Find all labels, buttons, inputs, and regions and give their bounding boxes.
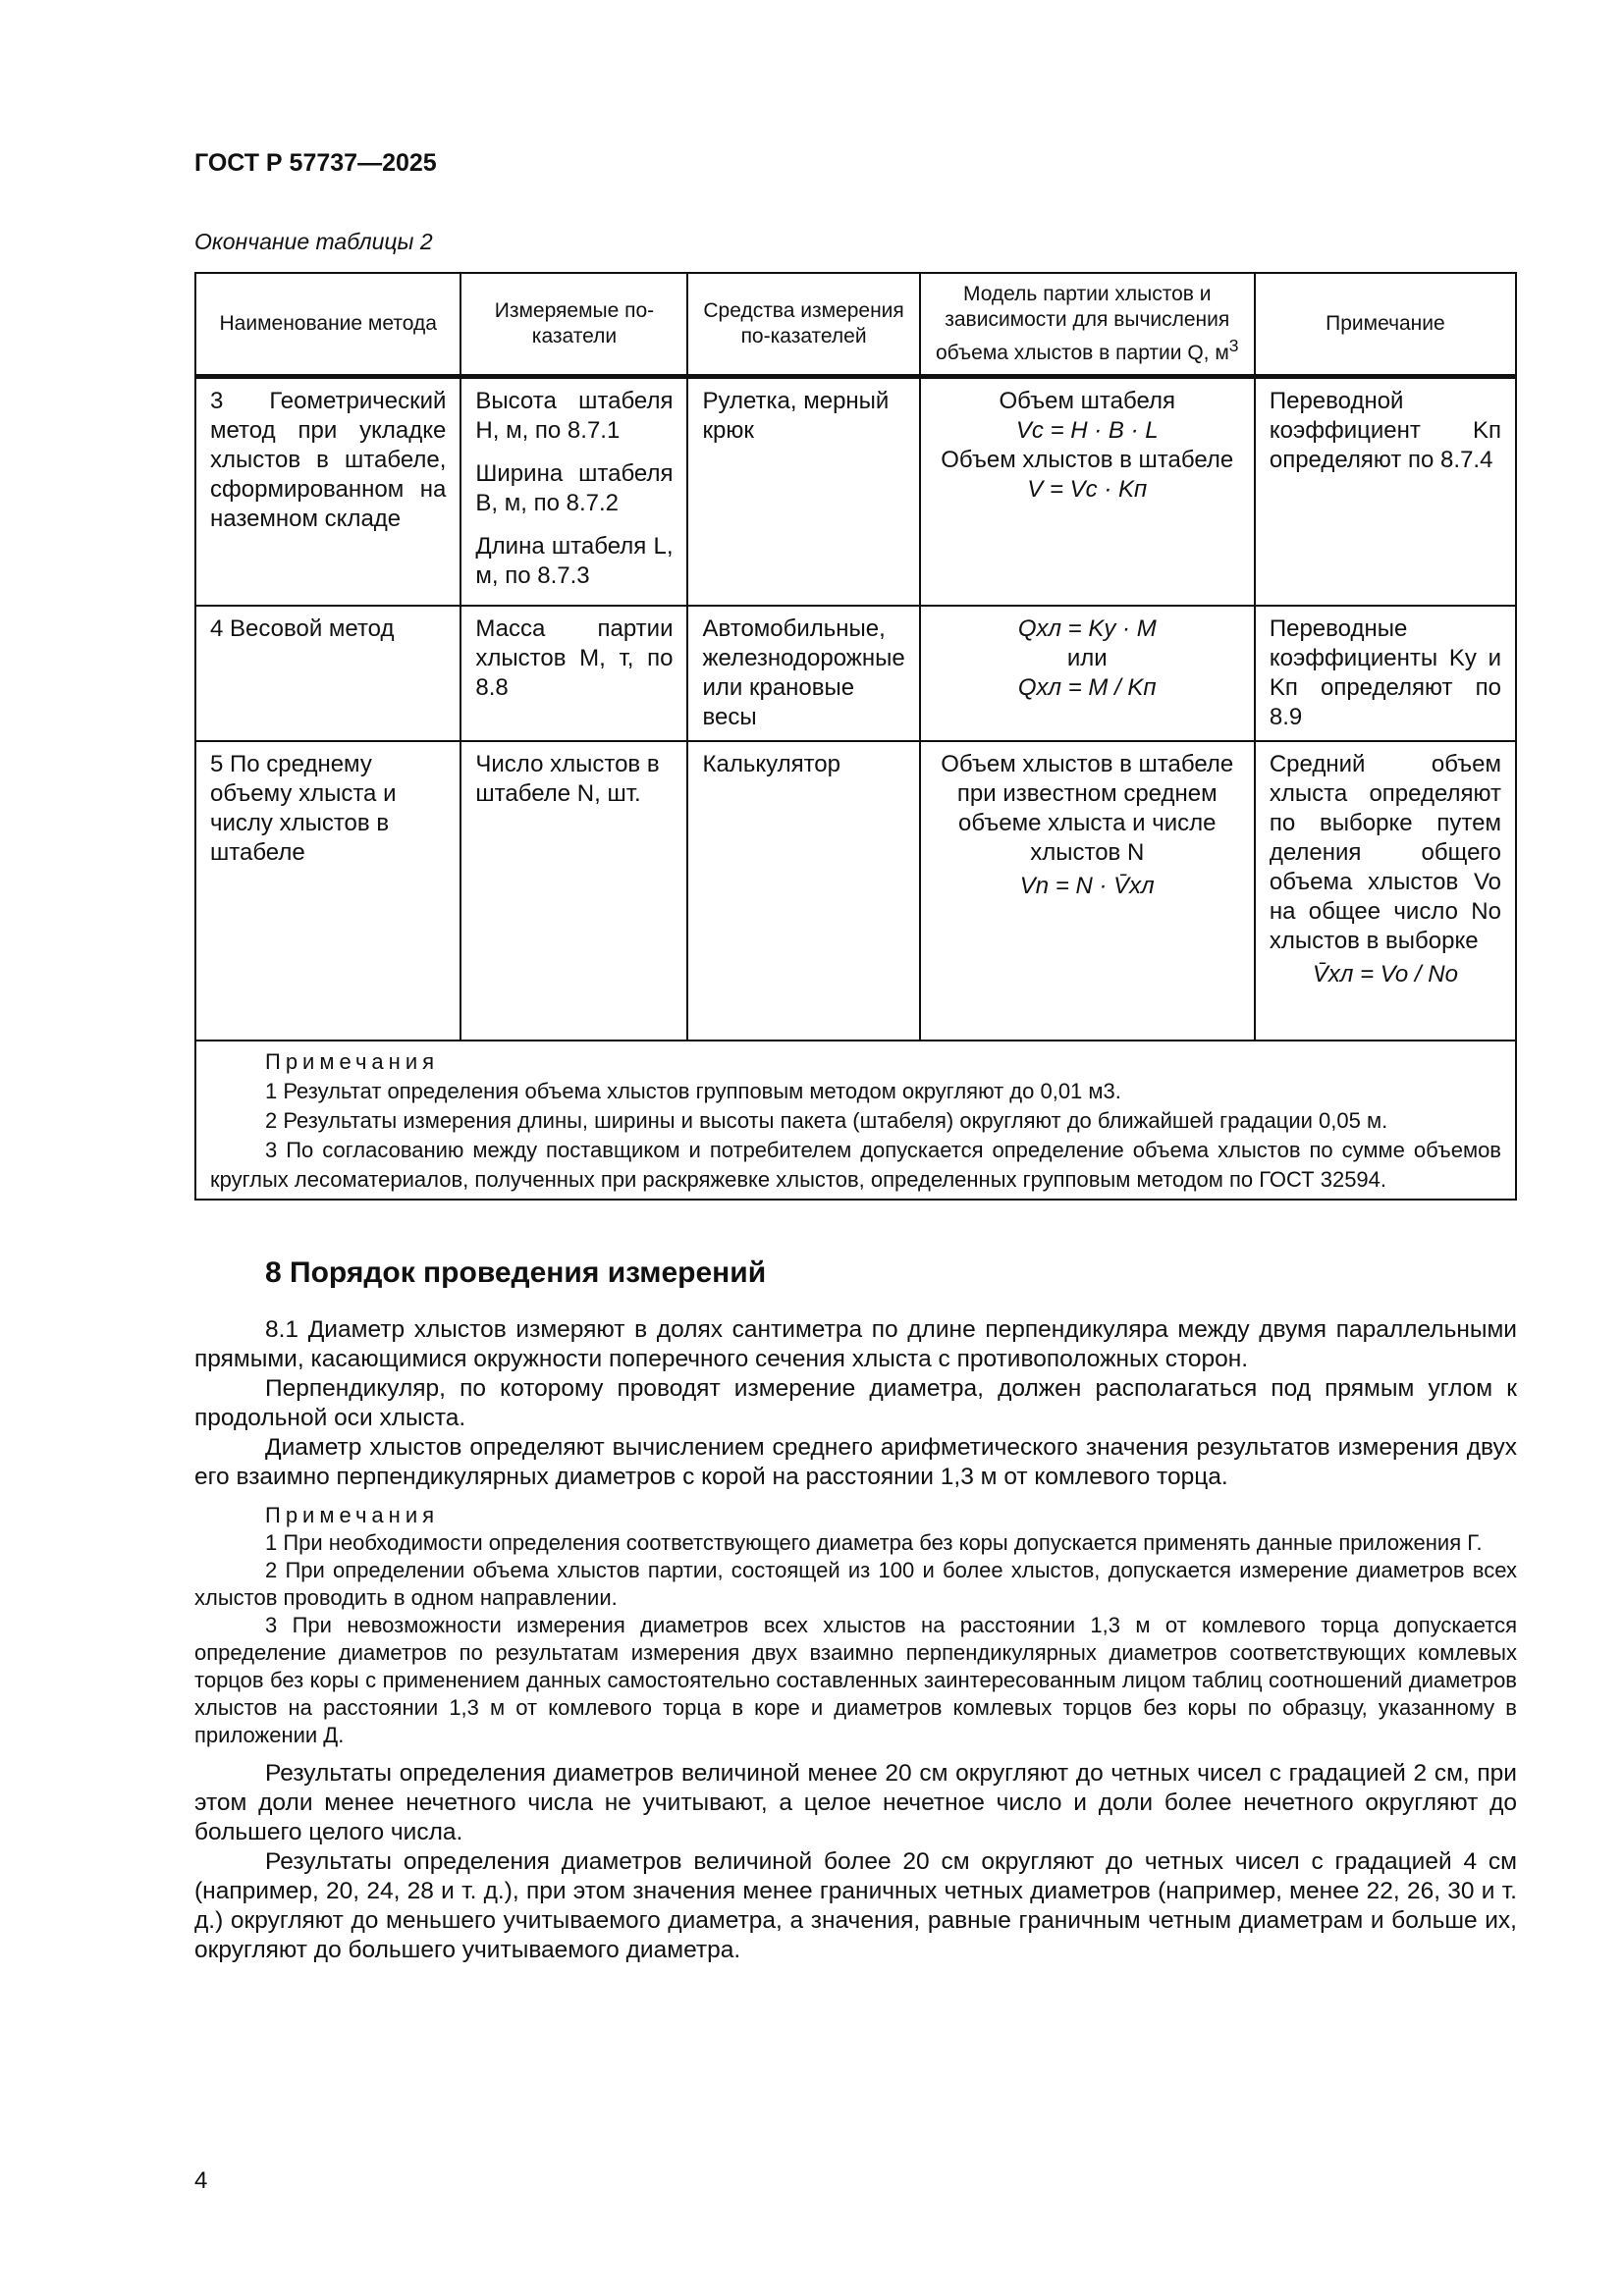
note-formula: V̄хл = Vo / No: [1312, 960, 1458, 988]
section-heading: 8 Порядок проведения измерений: [265, 1256, 767, 1289]
header-tools: Средства измерения по-казателей: [687, 273, 919, 377]
table-note: 2 Результаты измерения длины, ширины и высоты пакета (штабеля) округляют до ближайшей градации 0,05 м.: [265, 1107, 1388, 1133]
paragraph: Диаметр хлыстов определяют вычислением среднего арифметического значения результатов измерения двух его взаимно перпендикулярных диаметров с корой на расстоянии 1,3 м от комлевого торца.: [194, 1434, 1517, 1490]
model-formula: Qхл = Ky · M: [1017, 614, 1157, 642]
model-cell: [920, 377, 1255, 606]
paragraph: Результаты определения диаметров величиной более 20 см округляют до четных чисел с градацией 4 см (например, 20, 24, 28 и т. д.), при этом значения менее граничных четных диаметров (например, менее 22, 26, 30 и т. д.) округляют до меньшего учитываемого диаметра, а значения, равные граничным четным диаметрам и больше их, округляют до большего учитываемого диаметра.: [194, 1848, 1517, 1963]
header-model-sup: 3: [1228, 336, 1239, 355]
model-formula: V = Vc · Kп: [1027, 476, 1148, 503]
tools-cell: Калькулятор: [687, 741, 919, 1041]
indicator: Высота штабеля H, м, по 8.7.1: [475, 388, 674, 444]
model-line: Объем хлыстов в штабеле при известном среднем объеме хлыста и числе хлыстов N: [941, 750, 1234, 866]
model-cell: [920, 741, 1255, 1041]
header-method: Наименование метода: [195, 273, 460, 377]
notes-title: Примечания: [265, 1503, 440, 1527]
table-row: [195, 606, 1516, 741]
table-notes-title: Примечания: [265, 1048, 440, 1074]
model-formula: Qхл = M / Kп: [1017, 673, 1157, 701]
header-model-text: Модель партии хлыстов и зависимости для вычисления объема хлыстов в партии Q, м: [936, 283, 1230, 364]
method-cell: 3 Геометрический метод при укладке хлыстов в штабеле, сформированном на наземном складе: [195, 377, 460, 606]
methods-table: [194, 272, 1517, 1201]
table-row: [195, 377, 1516, 606]
method-cell: 5 По среднему объему хлыста и числу хлыстов в штабеле: [195, 741, 460, 1041]
tools-cell: Рулетка, мерный крюк: [687, 377, 919, 606]
model-formula: Vn = N · V̄хл: [1019, 872, 1155, 899]
header-note: Примечание: [1255, 273, 1516, 377]
note-cell: [1255, 741, 1516, 1041]
indicators-cell: [460, 377, 687, 606]
indicator: Ширина штабеля B, м, по 8.7.2: [475, 460, 674, 516]
indicator: Длина штабеля L, м, по 8.7.3: [475, 533, 674, 589]
page-number: 4: [194, 2167, 208, 2194]
table-row: [195, 741, 1516, 1041]
paragraph: Перпендикуляр, по которому проводят измерение диаметра, должен располагаться под прямым углом к продольной оси хлыста.: [194, 1375, 1517, 1431]
document-id-header: ГОСТ Р 57737—2025: [194, 149, 437, 177]
model-line: Объем штабеля: [999, 388, 1175, 414]
note: 3 При невозможности измерения диаметров всех хлыстов на расстоянии 1,3 м от комлевого торца допускается определение диаметров по результатам измерения двух взаимно перпендикулярных диаметров соответствующих комлевых торцов без коры с применением данных самостоятельно составленных заинтересованным лицом таблиц соотношений диаметров хлыстов на расстоянии 1,3 м от комлевого торца в коре и диаметров комлевых торцов без коры по образцу, указанному в приложении Д.: [194, 1613, 1517, 1747]
header-model: [920, 273, 1255, 377]
model-cell: [920, 606, 1255, 741]
table-note: 1 Результат определения объема хлыстов групповым методом округляют до 0,01 м3.: [265, 1078, 1121, 1103]
paragraph: 8.1 Диаметр хлыстов измеряют в долях сантиметра по длине перпендикуляра между двумя параллельными прямыми, касающимися окружности поперечного сечения хлыста с противоположных сторон.: [194, 1316, 1517, 1372]
note: 1 При необходимости определения соответствующего диаметра без коры допускается применять данные приложения Г.: [265, 1530, 1483, 1555]
note-cell: Переводные коэффициенты Ky и Kп определяют по 8.9: [1255, 606, 1516, 741]
note-cell: Переводной коэффициент Kп определяют по 8.7.4: [1255, 377, 1516, 606]
table-continuation-label: Окончание таблицы 2: [194, 229, 433, 254]
section-body: [194, 1315, 1517, 1965]
table-notes-row: [195, 1041, 1516, 1200]
table-notes: [195, 1041, 1516, 1200]
table-note: 3 По согласованию между поставщиком и потребителем допускается определение объема хлыстов по сумме объемов круглых лесоматериалов, полученных при раскряжевке хлыстов, определенных групповым методом по ГОСТ 32594.: [210, 1137, 1501, 1192]
note: 2 При определении объема хлыстов партии, состоящей из 100 и более хлыстов, допускается измерение диаметров всех хлыстов проводить в одном направлении.: [194, 1558, 1517, 1610]
indicators-cell: Число хлыстов в штабеле N, шт.: [460, 741, 687, 1041]
note-text: Средний объем хлыста определяют по выборке путем деления общего объема хлыстов Vo на общее число No хлыстов в выборке: [1269, 750, 1501, 954]
method-cell: 4 Весовой метод: [195, 606, 460, 741]
model-line: или: [1066, 644, 1108, 671]
paragraph: Результаты определения диаметров величиной менее 20 см округляют до четных чисел с градацией 2 см, при этом доли менее нечетного числа не учитывают, а целое нечетное число и доли более нечетного округляют до большего целого числа.: [194, 1760, 1517, 1845]
tools-cell: Автомобильные, железнодорожные или крановые весы: [687, 606, 919, 741]
table-header-row: [195, 273, 1516, 377]
header-indicators: Измеряемые по-казатели: [460, 273, 687, 377]
model-line: Объем хлыстов в штабеле: [941, 447, 1234, 473]
indicators-cell: Масса партии хлыстов M, т, по 8.8: [460, 606, 687, 741]
model-formula: Vc = H · B · L: [1015, 417, 1159, 444]
